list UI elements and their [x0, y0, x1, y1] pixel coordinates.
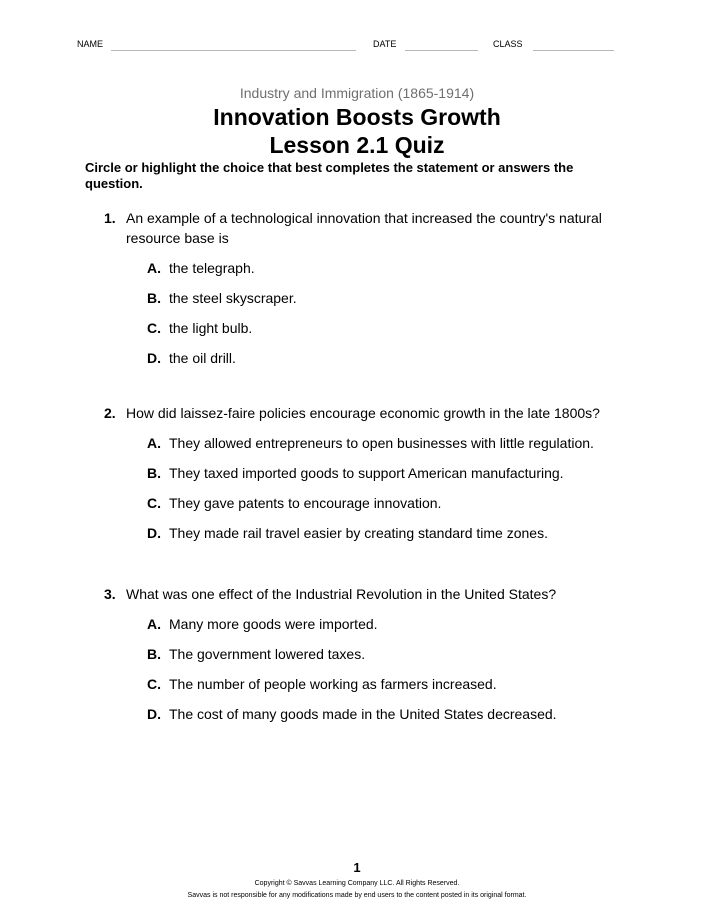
option-letter: D. — [147, 706, 161, 722]
instructions: Circle or highlight the choice that best completes the statement or answers the question. — [85, 160, 574, 191]
option-letter: C. — [147, 320, 161, 336]
option-text: Many more goods were imported. — [169, 616, 378, 632]
option-text: The government lowered taxes. — [169, 646, 366, 662]
option-letter: A. — [147, 616, 161, 632]
option-letter: D. — [147, 350, 161, 366]
option-letter: C. — [147, 495, 161, 511]
class-field-line[interactable] — [533, 50, 614, 51]
question-number: 3. — [104, 586, 116, 602]
disclaimer-notice: Savvas is not responsible for any modifications made by end users to the content posted in its original format. — [187, 892, 527, 899]
option-letter: A. — [147, 260, 161, 276]
answer-option-1d[interactable] — [147, 348, 236, 368]
class-label: CLASS — [493, 39, 523, 49]
answer-option-2c[interactable] — [147, 493, 441, 513]
option-text: the oil drill. — [169, 350, 236, 366]
quiz-lesson-title: Lesson 2.1 Quiz — [269, 132, 445, 158]
date-label: DATE — [373, 39, 397, 49]
unit-subtitle: Industry and Immigration (1865-1914) — [239, 85, 475, 101]
question-number: 1. — [104, 210, 116, 226]
quiz-title: Innovation Boosts Growth — [213, 104, 501, 130]
option-text: The number of people working as farmers increased. — [169, 676, 497, 692]
option-text: the telegraph. — [169, 260, 255, 276]
option-letter: C. — [147, 676, 161, 692]
option-text: They gave patents to encourage innovation. — [169, 495, 442, 511]
answer-option-2d[interactable] — [147, 523, 548, 543]
question-1 — [104, 208, 624, 248]
page-number: 1 — [353, 860, 361, 875]
option-text: They allowed entrepreneurs to open businesses with little regulation. — [169, 435, 594, 451]
student-info-header — [0, 39, 714, 53]
option-letter: D. — [147, 525, 161, 541]
option-letter: B. — [147, 290, 161, 306]
answer-option-2b[interactable] — [147, 463, 564, 483]
question-text: How did laissez-faire policies encourage economic growth in the late 1800s? — [126, 405, 600, 421]
name-field-line[interactable] — [111, 50, 356, 51]
option-letter: B. — [147, 465, 161, 481]
question-text: What was one effect of the Industrial Revolution in the United States? — [126, 586, 557, 602]
option-text: The cost of many goods made in the United States decreased. — [169, 706, 557, 722]
answer-option-2a[interactable] — [147, 433, 594, 453]
answer-option-1c[interactable] — [147, 318, 252, 338]
question-text: An example of a technological innovation that increased the country's natural resource base is — [126, 210, 602, 246]
option-text: They taxed imported goods to support American manufacturing. — [169, 465, 564, 481]
option-letter: B. — [147, 646, 161, 662]
option-text: the steel skyscraper. — [169, 290, 297, 306]
option-text: They made rail travel easier by creating standard time zones. — [169, 525, 548, 541]
answer-option-3d[interactable] — [147, 704, 557, 724]
answer-option-1a[interactable] — [147, 258, 255, 278]
question-3 — [104, 584, 624, 604]
answer-option-3b[interactable] — [147, 644, 365, 664]
answer-option-3c[interactable] — [147, 674, 497, 694]
answer-option-3a[interactable] — [147, 614, 378, 634]
option-letter: A. — [147, 435, 161, 451]
question-number: 2. — [104, 405, 116, 421]
option-text: the light bulb. — [169, 320, 253, 336]
name-label: NAME — [77, 39, 104, 49]
answer-option-1b[interactable] — [147, 288, 297, 308]
copyright-notice: Copyright © Savvas Learning Company LLC. All Rights Reserved. — [254, 880, 460, 887]
question-2 — [104, 403, 624, 423]
date-field-line[interactable] — [405, 50, 478, 51]
